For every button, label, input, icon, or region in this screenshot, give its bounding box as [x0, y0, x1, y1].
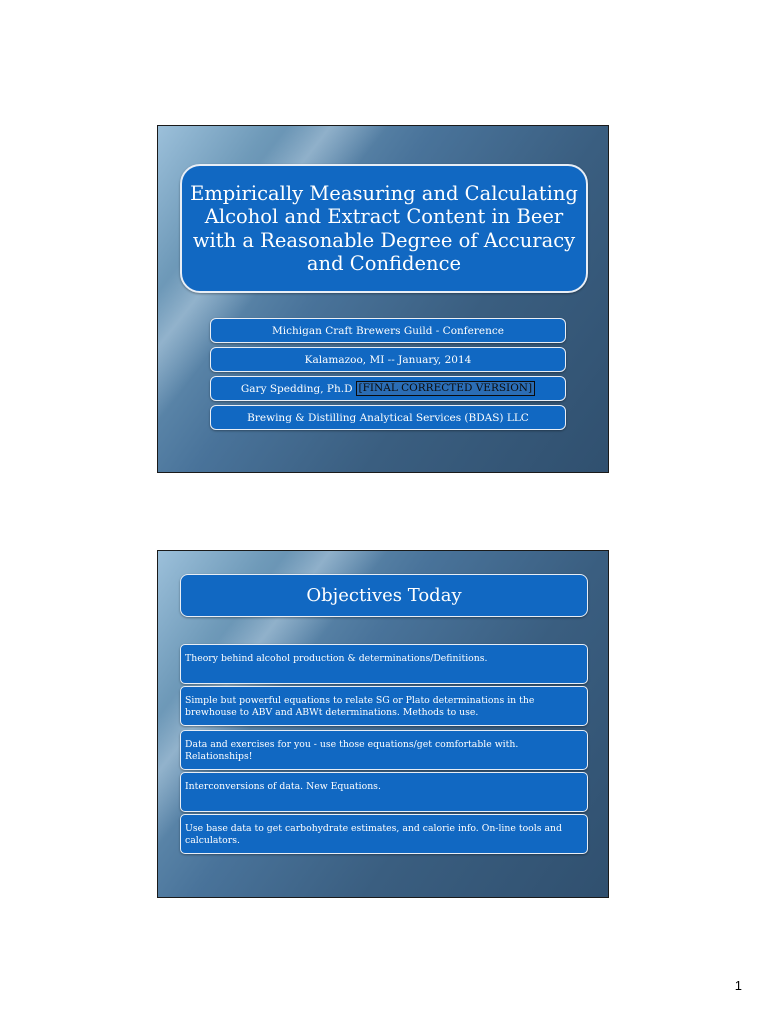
slide-2-title: Objectives Today	[180, 574, 588, 617]
final-version-tag: [FINAL CORRECTED VERSION]	[356, 381, 536, 396]
objective-item: Data and exercises for you - use those equations/get comfortable with. Relationships!	[180, 730, 588, 770]
author-line	[210, 376, 566, 401]
company-line: Brewing & Distilling Analytical Services (BDAS) LLC	[210, 405, 566, 430]
objective-item: Theory behind alcohol production & determinations/Definitions.	[180, 644, 588, 684]
objective-item: Interconversions of data. New Equations.	[180, 772, 588, 812]
page-number: 1	[734, 978, 742, 993]
conference-line: Michigan Craft Brewers Guild - Conference	[210, 318, 566, 343]
location-date-line: Kalamazoo, MI -- January, 2014	[210, 347, 566, 372]
slide-1	[157, 125, 609, 473]
slide-1-title: Empirically Measuring and Calculating Alcohol and Extract Content in Beer with a Reasonable Degree of Accuracy and Confidence	[180, 164, 588, 293]
slide-2	[157, 550, 609, 898]
objective-item: Simple but powerful equations to relate SG or Plato determinations in the brewhouse to ABV and ABWt determinations. Methods to use.	[180, 686, 588, 726]
author-name: Gary Spedding, Ph.D	[240, 382, 353, 395]
objective-item: Use base data to get carbohydrate estimates, and calorie info. On-line tools and calculators.	[180, 814, 588, 854]
